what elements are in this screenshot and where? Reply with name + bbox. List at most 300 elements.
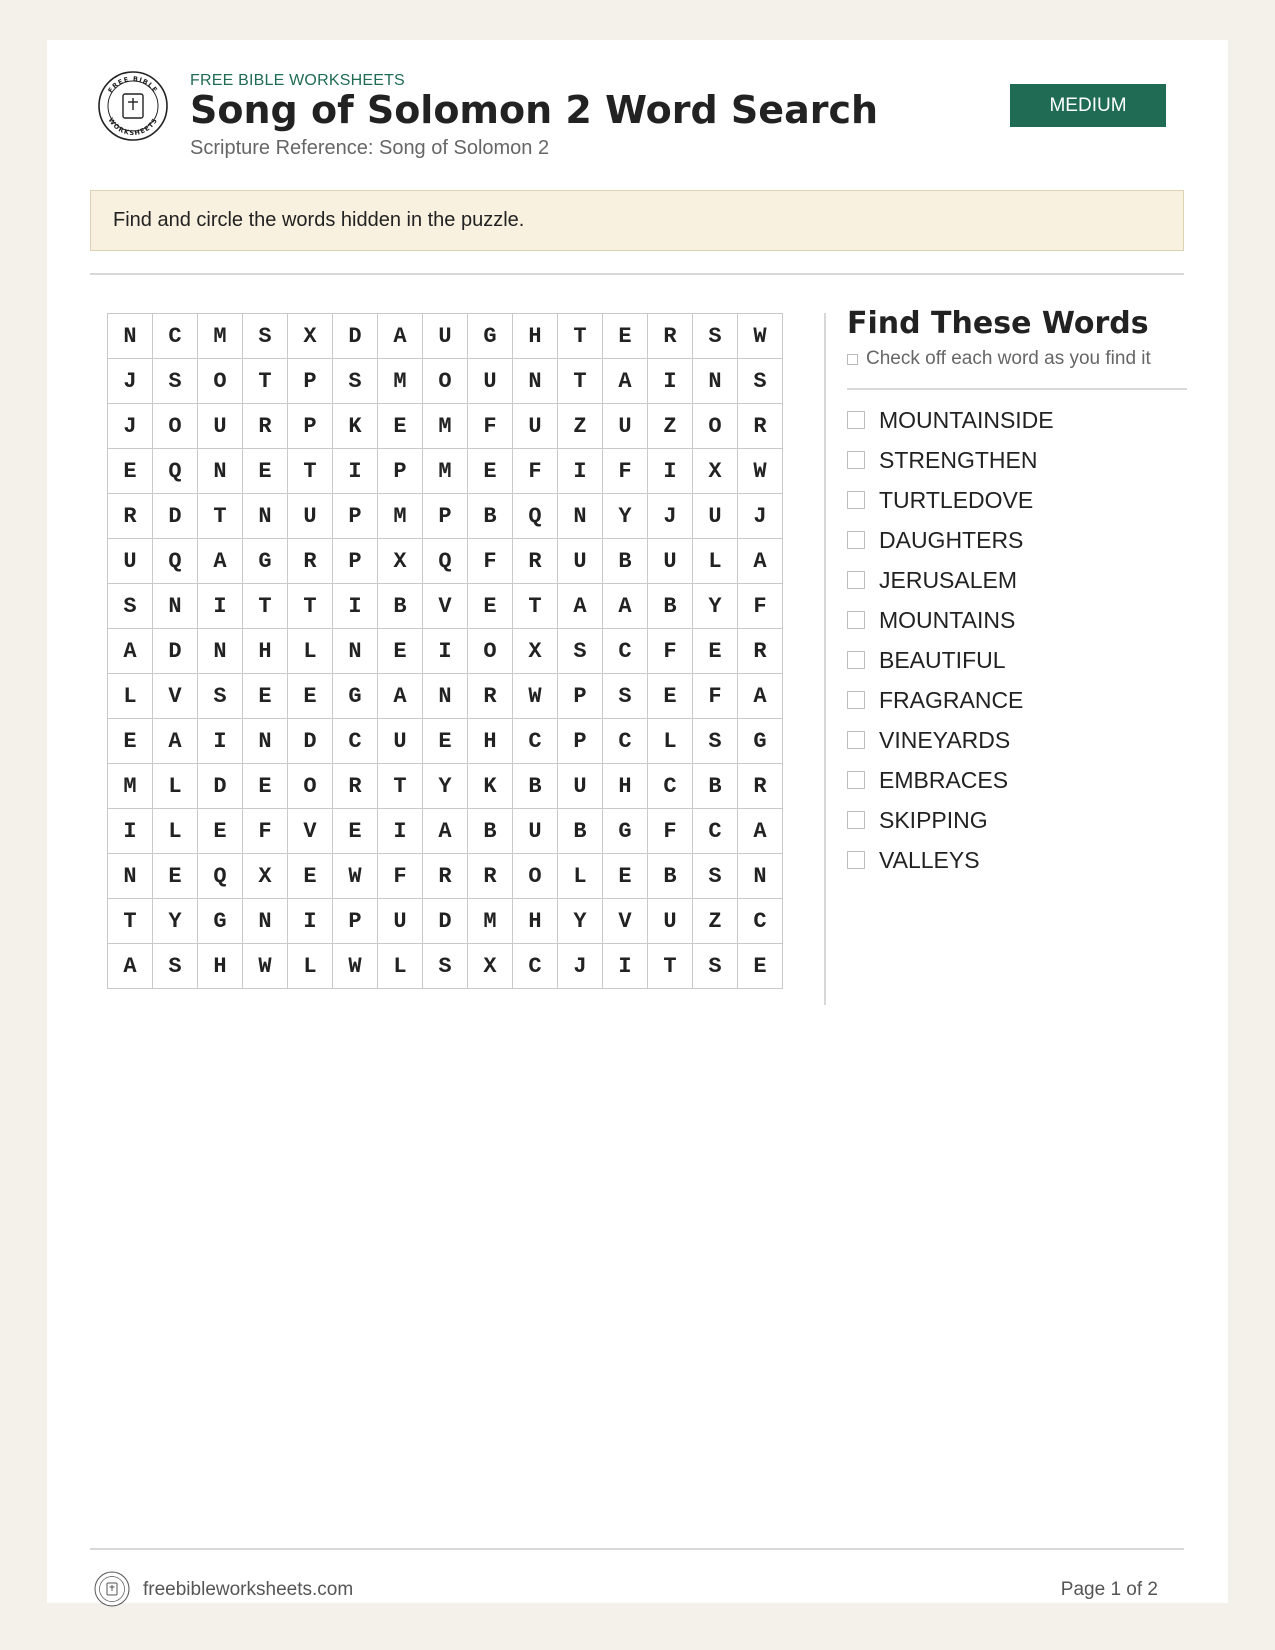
word-item[interactable]	[847, 480, 1187, 520]
grid-cell[interactable]: C	[603, 629, 648, 674]
word-item[interactable]	[847, 600, 1187, 640]
grid-cell[interactable]: A	[423, 809, 468, 854]
grid-cell[interactable]: D	[423, 899, 468, 944]
grid-row	[108, 314, 783, 359]
grid-cell[interactable]: L	[378, 944, 423, 989]
grid-cell[interactable]: C	[513, 944, 558, 989]
word-label: VINEYARDS	[879, 726, 1011, 753]
logo-top-text: FREE BIBLE	[106, 74, 160, 95]
grid-cell[interactable]: I	[603, 944, 648, 989]
grid-cell[interactable]: E	[738, 944, 783, 989]
header-divider	[90, 273, 1184, 275]
grid-cell[interactable]: E	[288, 674, 333, 719]
grid-cell[interactable]: I	[648, 359, 693, 404]
grid-cell[interactable]: D	[153, 629, 198, 674]
grid-cell[interactable]: L	[288, 944, 333, 989]
grid-row	[108, 584, 783, 629]
grid-cell[interactable]: H	[603, 764, 648, 809]
grid-cell[interactable]: E	[378, 404, 423, 449]
grid-cell[interactable]: I	[108, 809, 153, 854]
grid-cell[interactable]: C	[513, 719, 558, 764]
grid-cell[interactable]: A	[738, 809, 783, 854]
grid-row	[108, 449, 783, 494]
grid-cell[interactable]: G	[603, 809, 648, 854]
difficulty-badge: MEDIUM	[1010, 84, 1166, 127]
grid-cell[interactable]: W	[333, 854, 378, 899]
word-item[interactable]	[847, 680, 1187, 720]
grid-cell[interactable]: X	[288, 314, 333, 359]
grid-cell[interactable]: S	[693, 314, 738, 359]
grid-cell[interactable]: I	[288, 899, 333, 944]
grid-cell[interactable]: B	[693, 764, 738, 809]
grid-cell[interactable]: J	[558, 944, 603, 989]
grid-cell[interactable]: O	[513, 854, 558, 899]
grid-row	[108, 494, 783, 539]
grid-cell[interactable]: R	[243, 404, 288, 449]
grid-cell[interactable]: S	[333, 359, 378, 404]
grid-cell[interactable]: O	[423, 359, 468, 404]
grid-cell[interactable]: H	[243, 629, 288, 674]
grid-cell[interactable]: R	[288, 539, 333, 584]
grid-cell[interactable]: S	[243, 314, 288, 359]
grid-cell[interactable]: B	[648, 584, 693, 629]
grid-cell[interactable]: L	[693, 539, 738, 584]
grid-cell[interactable]: O	[198, 359, 243, 404]
grid-cell[interactable]: R	[423, 854, 468, 899]
word-item[interactable]	[847, 840, 1187, 880]
word-label: DAUGHTERS	[879, 526, 1024, 553]
column-divider	[824, 313, 826, 1005]
grid-cell[interactable]: H	[468, 719, 513, 764]
footer-divider	[90, 1548, 1184, 1550]
grid-cell[interactable]: F	[648, 809, 693, 854]
site-kicker: FREE BIBLE WORKSHEETS	[190, 72, 405, 89]
grid-cell[interactable]: M	[468, 899, 513, 944]
word-search-grid	[107, 313, 783, 989]
grid-cell[interactable]: W	[243, 944, 288, 989]
word-label: BEAUTIFUL	[879, 646, 1006, 673]
grid-cell[interactable]: A	[198, 539, 243, 584]
word-list-panel	[847, 302, 1187, 880]
word-checkbox[interactable]	[847, 851, 865, 869]
grid-cell[interactable]: A	[738, 539, 783, 584]
grid-cell[interactable]: W	[513, 674, 558, 719]
grid-cell[interactable]: S	[603, 674, 648, 719]
word-label: TURTLEDOVE	[879, 486, 1034, 513]
grid-cell[interactable]: B	[603, 539, 648, 584]
word-checkbox[interactable]	[847, 611, 865, 629]
grid-cell[interactable]: X	[243, 854, 288, 899]
word-item[interactable]	[847, 560, 1187, 600]
grid-cell[interactable]: E	[288, 854, 333, 899]
grid-cell[interactable]: F	[693, 674, 738, 719]
grid-cell[interactable]: W	[738, 314, 783, 359]
grid-cell[interactable]: N	[153, 584, 198, 629]
grid-cell[interactable]: G	[243, 539, 288, 584]
grid-cell[interactable]: R	[468, 674, 513, 719]
grid-row	[108, 764, 783, 809]
grid-cell[interactable]: Q	[153, 539, 198, 584]
grid-cell[interactable]: D	[288, 719, 333, 764]
grid-cell[interactable]: I	[333, 584, 378, 629]
grid-cell[interactable]: Z	[648, 404, 693, 449]
grid-cell[interactable]: C	[738, 899, 783, 944]
grid-cell[interactable]: Y	[423, 764, 468, 809]
worksheet-page	[47, 40, 1228, 1603]
grid-cell[interactable]: N	[108, 314, 153, 359]
grid-cell[interactable]: N	[243, 719, 288, 764]
grid-cell[interactable]: S	[153, 359, 198, 404]
grid-cell[interactable]: I	[198, 719, 243, 764]
grid-row	[108, 359, 783, 404]
grid-cell[interactable]: N	[738, 854, 783, 899]
grid-cell[interactable]: Q	[198, 854, 243, 899]
page-number: Page 1 of 2	[1060, 1579, 1158, 1600]
grid-cell[interactable]: E	[243, 449, 288, 494]
grid-cell[interactable]: U	[558, 539, 603, 584]
grid-cell[interactable]: B	[468, 809, 513, 854]
grid-cell[interactable]: N	[423, 674, 468, 719]
grid-cell[interactable]: G	[198, 899, 243, 944]
grid-cell[interactable]: K	[468, 764, 513, 809]
grid-cell[interactable]: N	[108, 854, 153, 899]
bible-worksheets-logo	[97, 70, 169, 142]
grid-cell[interactable]: I	[558, 449, 603, 494]
grid-cell[interactable]: P	[288, 404, 333, 449]
grid-cell[interactable]: T	[108, 899, 153, 944]
grid-row	[108, 674, 783, 719]
grid-cell[interactable]: S	[558, 629, 603, 674]
grid-row	[108, 944, 783, 989]
grid-cell[interactable]: T	[288, 584, 333, 629]
grid-cell[interactable]: T	[243, 359, 288, 404]
grid-cell[interactable]: T	[288, 449, 333, 494]
grid-cell[interactable]: E	[423, 719, 468, 764]
grid-cell[interactable]: U	[693, 494, 738, 539]
scripture-reference: Scripture Reference: Song of Solomon 2	[190, 137, 550, 159]
grid-cell[interactable]: Q	[153, 449, 198, 494]
grid-cell[interactable]: U	[108, 539, 153, 584]
grid-cell[interactable]: T	[558, 359, 603, 404]
grid-cell[interactable]: A	[738, 674, 783, 719]
footer-logo	[94, 1571, 130, 1607]
grid-row	[108, 404, 783, 449]
grid-cell[interactable]: P	[288, 359, 333, 404]
grid-cell[interactable]: G	[468, 314, 513, 359]
grid-cell[interactable]: O	[288, 764, 333, 809]
grid-cell[interactable]: R	[468, 854, 513, 899]
grid-cell[interactable]: E	[243, 764, 288, 809]
grid-cell[interactable]: B	[648, 854, 693, 899]
word-checkbox[interactable]	[847, 731, 865, 749]
grid-cell[interactable]: E	[108, 719, 153, 764]
word-list-divider	[847, 388, 1187, 390]
word-item[interactable]	[847, 440, 1187, 480]
grid-cell[interactable]: L	[153, 809, 198, 854]
word-item[interactable]	[847, 520, 1187, 560]
grid-cell[interactable]: S	[693, 944, 738, 989]
grid-cell[interactable]: F	[378, 854, 423, 899]
grid-cell[interactable]: V	[603, 899, 648, 944]
word-label: STRENGTHEN	[879, 446, 1038, 473]
grid-cell[interactable]: U	[558, 764, 603, 809]
grid-cell[interactable]: E	[198, 809, 243, 854]
grid-cell[interactable]: P	[423, 494, 468, 539]
grid-cell[interactable]: D	[333, 314, 378, 359]
grid-cell[interactable]: R	[738, 764, 783, 809]
word-checkbox[interactable]	[847, 651, 865, 669]
grid-cell[interactable]: T	[648, 944, 693, 989]
grid-cell[interactable]: X	[468, 944, 513, 989]
word-list	[847, 400, 1187, 880]
grid-cell[interactable]: I	[333, 449, 378, 494]
grid-cell[interactable]: B	[378, 584, 423, 629]
grid-cell[interactable]: P	[378, 449, 423, 494]
grid-cell[interactable]: A	[378, 314, 423, 359]
grid-cell[interactable]: V	[288, 809, 333, 854]
grid-cell[interactable]: M	[378, 359, 423, 404]
grid-cell[interactable]: Z	[558, 404, 603, 449]
grid-cell[interactable]: U	[423, 314, 468, 359]
grid-cell[interactable]: Y	[558, 899, 603, 944]
page-title: Song of Solomon 2 Word Search	[190, 88, 879, 132]
grid-cell[interactable]: M	[378, 494, 423, 539]
grid-cell[interactable]: T	[558, 314, 603, 359]
word-item[interactable]	[847, 720, 1187, 760]
grid-cell[interactable]: A	[108, 944, 153, 989]
grid-cell[interactable]: A	[153, 719, 198, 764]
grid-cell[interactable]: D	[153, 494, 198, 539]
grid-cell[interactable]: P	[558, 674, 603, 719]
word-item[interactable]	[847, 760, 1187, 800]
grid-cell[interactable]: T	[243, 584, 288, 629]
grid-cell[interactable]: I	[378, 809, 423, 854]
grid-cell[interactable]: N	[693, 359, 738, 404]
grid-cell[interactable]: E	[648, 674, 693, 719]
grid-cell[interactable]: L	[648, 719, 693, 764]
footer-site-url: freebibleworksheets.com	[143, 1579, 354, 1600]
grid-cell[interactable]: N	[198, 629, 243, 674]
word-label: JERUSALEM	[879, 566, 1018, 593]
grid-cell[interactable]: E	[693, 629, 738, 674]
grid-cell[interactable]: M	[198, 314, 243, 359]
grid-cell[interactable]: E	[468, 449, 513, 494]
grid-cell[interactable]: S	[153, 944, 198, 989]
grid-cell[interactable]: U	[648, 899, 693, 944]
instructions-text: Find and circle the words hidden in the puzzle.	[113, 209, 525, 231]
grid-cell[interactable]: N	[333, 629, 378, 674]
grid-row	[108, 629, 783, 674]
grid-cell[interactable]: F	[603, 449, 648, 494]
grid-cell[interactable]: D	[198, 764, 243, 809]
instructions-box	[90, 190, 1184, 251]
grid-cell[interactable]: F	[648, 629, 693, 674]
grid-cell[interactable]: A	[378, 674, 423, 719]
grid-cell[interactable]: U	[378, 719, 423, 764]
grid-cell[interactable]: U	[288, 494, 333, 539]
word-list-subtitle-text: Check off each word as you find it	[866, 348, 1151, 369]
grid-cell[interactable]: H	[513, 314, 558, 359]
grid-cell[interactable]: V	[423, 584, 468, 629]
grid-cell[interactable]: S	[738, 359, 783, 404]
grid-cell[interactable]: Q	[423, 539, 468, 584]
grid-cell[interactable]: K	[333, 404, 378, 449]
word-checkbox[interactable]	[847, 491, 865, 509]
grid-cell[interactable]: R	[333, 764, 378, 809]
grid-cell[interactable]: F	[468, 539, 513, 584]
grid-cell[interactable]: N	[243, 899, 288, 944]
grid-cell[interactable]: S	[693, 854, 738, 899]
grid-cell[interactable]: T	[198, 494, 243, 539]
grid-cell[interactable]: N	[513, 359, 558, 404]
grid-cell[interactable]: X	[378, 539, 423, 584]
grid-cell[interactable]: R	[513, 539, 558, 584]
grid-cell[interactable]: R	[738, 629, 783, 674]
word-checkbox[interactable]	[847, 771, 865, 789]
grid-cell[interactable]: J	[108, 404, 153, 449]
grid-cell[interactable]: C	[153, 314, 198, 359]
logo-bottom-text: WORKSHEETS	[106, 116, 160, 138]
grid-cell[interactable]: Z	[693, 899, 738, 944]
grid-cell[interactable]: E	[603, 854, 648, 899]
grid-cell[interactable]: A	[108, 629, 153, 674]
word-checkbox[interactable]	[847, 691, 865, 709]
grid-cell[interactable]: B	[468, 494, 513, 539]
grid-cell[interactable]: U	[603, 404, 648, 449]
grid-cell[interactable]: U	[648, 539, 693, 584]
grid-cell[interactable]: M	[423, 449, 468, 494]
grid-cell[interactable]: Q	[513, 494, 558, 539]
grid-cell[interactable]: O	[468, 629, 513, 674]
grid-cell[interactable]: H	[198, 944, 243, 989]
grid-cell[interactable]: O	[153, 404, 198, 449]
grid-row	[108, 719, 783, 764]
grid-cell[interactable]: A	[603, 359, 648, 404]
word-label: MOUNTAINSIDE	[879, 406, 1054, 433]
grid-cell[interactable]: U	[378, 899, 423, 944]
grid-cell[interactable]: Y	[153, 899, 198, 944]
grid-cell[interactable]: C	[648, 764, 693, 809]
grid-cell[interactable]: M	[108, 764, 153, 809]
grid-cell[interactable]: C	[693, 809, 738, 854]
grid-cell[interactable]: A	[603, 584, 648, 629]
grid-cell[interactable]: E	[153, 854, 198, 899]
grid-cell[interactable]: Y	[603, 494, 648, 539]
word-checkbox[interactable]	[847, 451, 865, 469]
grid-cell[interactable]: U	[198, 404, 243, 449]
word-list-title: Find These Words	[847, 306, 1149, 341]
grid-cell[interactable]: P	[558, 719, 603, 764]
word-list-subtitle	[847, 348, 1187, 370]
word-item[interactable]	[847, 640, 1187, 680]
word-label: EMBRACES	[879, 766, 1009, 793]
word-checkbox[interactable]	[847, 531, 865, 549]
word-checkbox[interactable]	[847, 571, 865, 589]
grid-cell[interactable]: S	[423, 944, 468, 989]
grid-cell[interactable]: W	[333, 944, 378, 989]
grid-cell[interactable]: O	[693, 404, 738, 449]
grid-cell[interactable]: M	[423, 404, 468, 449]
grid-cell[interactable]: E	[108, 449, 153, 494]
grid-cell[interactable]: P	[333, 899, 378, 944]
grid-cell[interactable]: F	[513, 449, 558, 494]
grid-cell[interactable]: S	[198, 674, 243, 719]
word-item[interactable]	[847, 800, 1187, 840]
grid-cell[interactable]: J	[108, 359, 153, 404]
grid-cell[interactable]: R	[108, 494, 153, 539]
word-label: FRAGRANCE	[879, 686, 1024, 713]
grid-cell[interactable]: E	[603, 314, 648, 359]
grid-cell[interactable]: L	[558, 854, 603, 899]
grid-cell[interactable]: R	[648, 314, 693, 359]
grid-cell[interactable]: L	[108, 674, 153, 719]
grid-cell[interactable]: X	[513, 629, 558, 674]
grid-cell[interactable]: V	[153, 674, 198, 719]
grid-cell[interactable]: N	[198, 449, 243, 494]
grid-cell[interactable]: P	[333, 539, 378, 584]
grid-cell[interactable]: C	[333, 719, 378, 764]
grid-cell[interactable]: L	[288, 629, 333, 674]
grid-row	[108, 539, 783, 584]
grid-cell[interactable]: W	[738, 449, 783, 494]
grid-cell[interactable]: N	[558, 494, 603, 539]
grid-cell[interactable]: T	[378, 764, 423, 809]
grid-cell[interactable]: P	[333, 494, 378, 539]
grid-cell[interactable]: Y	[693, 584, 738, 629]
grid-cell[interactable]: X	[693, 449, 738, 494]
word-label: SKIPPING	[879, 806, 988, 833]
grid-cell[interactable]: S	[693, 719, 738, 764]
grid-cell[interactable]: U	[513, 404, 558, 449]
grid-cell[interactable]: F	[243, 809, 288, 854]
grid-cell[interactable]: H	[513, 899, 558, 944]
word-label: MOUNTAINS	[879, 606, 1016, 633]
grid-cell[interactable]: C	[603, 719, 648, 764]
grid-cell[interactable]: J	[738, 494, 783, 539]
grid-row	[108, 899, 783, 944]
grid-cell[interactable]: I	[423, 629, 468, 674]
grid-cell[interactable]: I	[198, 584, 243, 629]
grid-cell[interactable]: S	[108, 584, 153, 629]
grid-cell[interactable]: T	[513, 584, 558, 629]
word-checkbox[interactable]	[847, 411, 865, 429]
grid-row	[108, 854, 783, 899]
word-checkbox[interactable]	[847, 811, 865, 829]
grid-cell[interactable]: A	[558, 584, 603, 629]
word-item[interactable]	[847, 400, 1187, 440]
grid-cell[interactable]: J	[648, 494, 693, 539]
grid-cell[interactable]: F	[468, 404, 513, 449]
grid-cell[interactable]: U	[468, 359, 513, 404]
grid-cell[interactable]: B	[513, 764, 558, 809]
word-label: VALLEYS	[879, 846, 980, 873]
grid-cell[interactable]: E	[378, 629, 423, 674]
grid-cell[interactable]: G	[333, 674, 378, 719]
grid-cell[interactable]: E	[333, 809, 378, 854]
grid-cell[interactable]: F	[738, 584, 783, 629]
grid-cell[interactable]: L	[153, 764, 198, 809]
grid-cell[interactable]: E	[243, 674, 288, 719]
grid-cell[interactable]: E	[468, 584, 513, 629]
grid-cell[interactable]: B	[558, 809, 603, 854]
checkbox-icon	[847, 354, 858, 365]
grid-cell[interactable]: N	[243, 494, 288, 539]
grid-cell[interactable]: U	[513, 809, 558, 854]
grid-cell[interactable]: G	[738, 719, 783, 764]
grid-row	[108, 809, 783, 854]
grid-cell[interactable]: R	[738, 404, 783, 449]
grid-cell[interactable]: I	[648, 449, 693, 494]
